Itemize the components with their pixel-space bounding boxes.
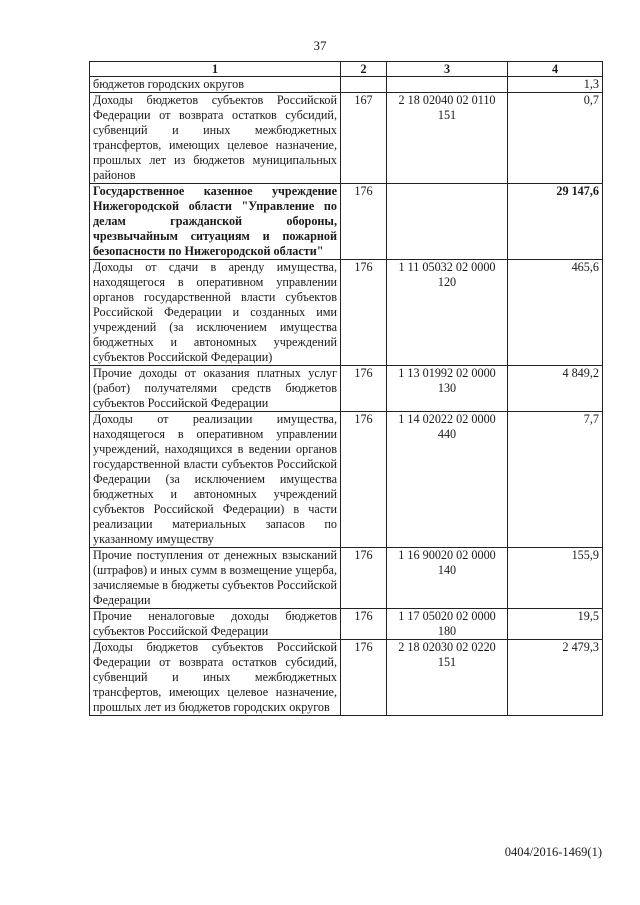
row-code: 176 [341,412,387,548]
row-code: 176 [341,548,387,609]
row-amount: 465,6 [508,260,603,366]
row-kbk: 1 11 05032 02 0000 120 [387,260,508,366]
row-amount: 0,7 [508,93,603,184]
row-description: Государственное казенное учреждение Нижегородской области "Управление по делам гражданской обороны, чрезвычайным ситуациям и пожарной безопасности по Нижегородской области" [90,184,341,260]
row-amount: 4 849,2 [508,366,603,412]
row-kbk: 1 13 01992 02 0000 130 [387,366,508,412]
row-code: 176 [341,640,387,716]
column-header-code: 2 [341,62,387,77]
row-description: Прочие неналоговые доходы бюджетов субъектов Российской Федерации [90,609,341,640]
row-description: Прочие доходы от оказания платных услуг (работ) получателями средств бюджетов субъектов Российской Федерации [90,366,341,412]
row-kbk: 2 18 02030 02 0220 151 [387,640,508,716]
row-amount: 19,5 [508,609,603,640]
table-row [90,93,603,184]
row-code: 176 [341,609,387,640]
row-kbk: 1 17 05020 02 0000 180 [387,609,508,640]
row-description: Доходы от реализации имущества, находящегося в оперативном управлении учреждений, находящихся в ведении органов государственной власти субъектов Российской Федерации (за исключением имущества бюджетных и автономных учреждений субъектов Российской Федерации) в части реализации материальных запасов по указанному имуществу [90,412,341,548]
table-body [90,77,603,716]
table-row [90,640,603,716]
table-header [90,62,603,77]
page-number: 37 [313,38,327,53]
row-code: 176 [341,184,387,260]
column-header-kbk: 3 [387,62,508,77]
column-header-amount: 4 [508,62,603,77]
row-kbk: 2 18 02040 02 0110 151 [387,93,508,184]
row-kbk: 1 14 02022 02 0000 440 [387,412,508,548]
row-code: 176 [341,366,387,412]
column-header-description: 1 [90,62,341,77]
row-amount: 1,3 [508,77,603,93]
table-row [90,412,603,548]
revenue-table [89,61,603,716]
row-description: Доходы бюджетов субъектов Российской Федерации от возврата остатков субсидий, субвенций и иных межбюджетных трансфертов, имеющих целевое назначение, прошлых лет из бюджетов муниципальных районов [90,93,341,184]
table-row [90,77,603,93]
row-amount: 2 479,3 [508,640,603,716]
row-amount: 7,7 [508,412,603,548]
row-kbk [387,77,508,93]
table-row [90,609,603,640]
row-kbk [387,184,508,260]
row-description: бюджетов городских округов [90,77,341,93]
row-kbk: 1 16 90020 02 0000 140 [387,548,508,609]
table-row [90,548,603,609]
document-code: 0404/2016-1469(1) [504,845,602,859]
row-amount: 29 147,6 [508,184,603,260]
table-row [90,366,603,412]
row-amount: 155,9 [508,548,603,609]
row-code: 167 [341,93,387,184]
row-description: Прочие поступления от денежных взысканий (штрафов) и иных сумм в возмещение ущерба, зачисляемые в бюджеты субъектов Российской Федерации [90,548,341,609]
row-code: 176 [341,260,387,366]
table-row [90,184,603,260]
row-description: Доходы бюджетов субъектов Российской Федерации от возврата остатков субсидий, субвенций и иных межбюджетных трансфертов, имеющих целевое назначение, прошлых лет из бюджетов городских округов [90,640,341,716]
row-description: Доходы от сдачи в аренду имущества, находящегося в оперативном управлении органов государственной власти субъектов Российской Федерации и созданных ими учреждений (за исключением имущества бюджетных и автономных учреждений субъектов Российской Федерации) [90,260,341,366]
row-code [341,77,387,93]
table-row [90,260,603,366]
